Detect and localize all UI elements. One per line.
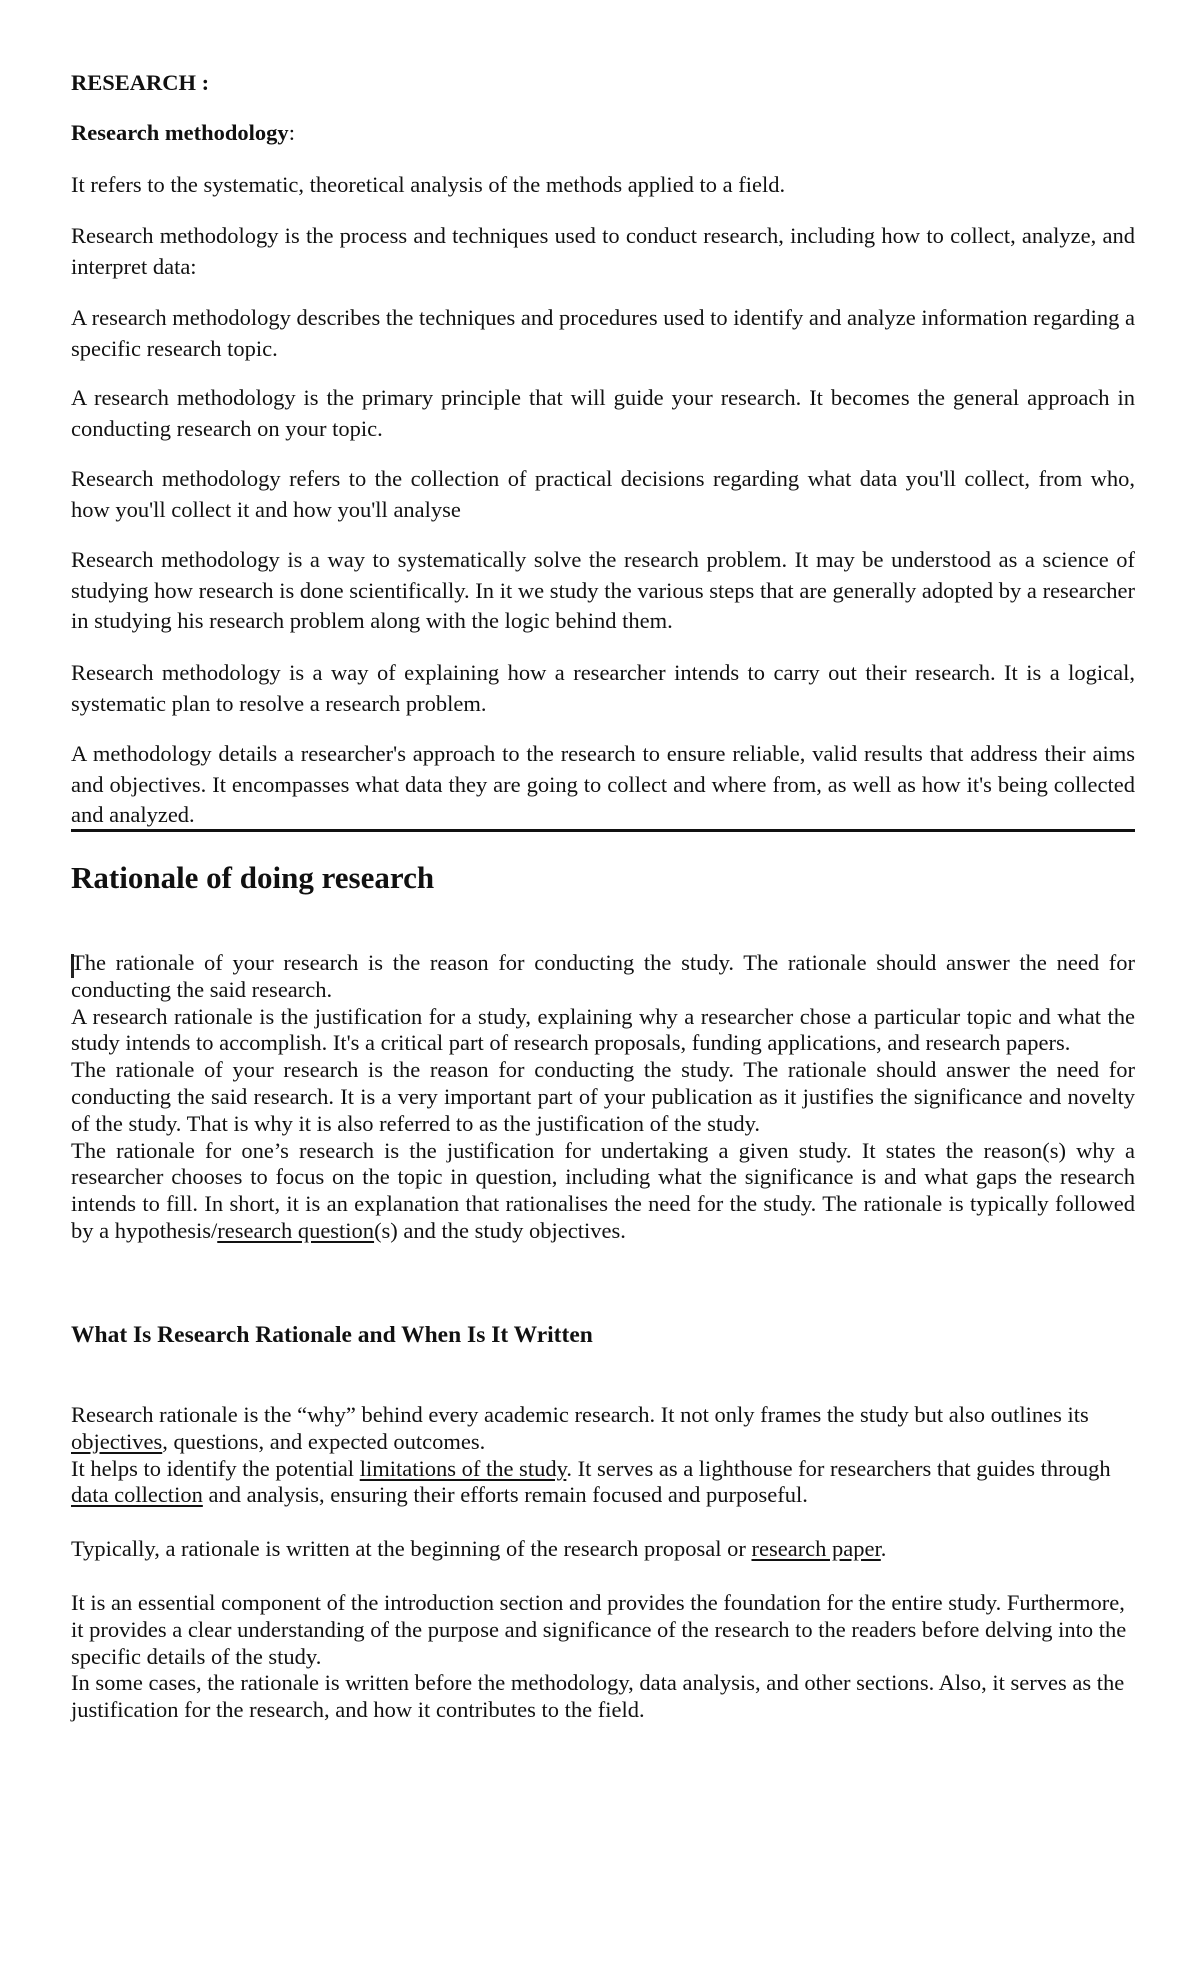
subtitle-text: Research methodology (71, 120, 289, 145)
subtitle-colon: : (288, 120, 295, 145)
paragraph (71, 1138, 1135, 1245)
link-data-collection[interactable]: data collection (71, 1482, 203, 1508)
subtitle-research-methodology (71, 120, 1135, 146)
text: Typically, a rationale is written at the beginning of the research proposal or (71, 1536, 752, 1562)
link-research-question[interactable]: research question (217, 1217, 375, 1243)
paragraph: Research methodology is a way of explaining how a researcher intends to carry out their research. It is a logical, systematic plan to resolve a research problem. (71, 660, 1135, 716)
paragraph (71, 1402, 1135, 1456)
horizontal-rule (71, 829, 1135, 832)
section-title: RESEARCH : (71, 70, 210, 95)
paragraph: A research methodology is the primary principle that will guide your research. It becomes the general approach in conducting research on your topic. (71, 385, 1135, 441)
text: (s) and the study objectives. (374, 1217, 626, 1243)
text: . (880, 1536, 887, 1562)
text: . It serves as a lighthouse for researchers that guides through (566, 1455, 1111, 1481)
heading-rationale: Rationale of doing research (71, 860, 435, 895)
paragraph: Research methodology refers to the collection of practical decisions regarding what data you'll collect, from who, how you'll collect it and how you'll analyse (71, 466, 1135, 522)
link-limitations-of-the-study[interactable]: limitations of the study (359, 1455, 567, 1481)
rationale-body (71, 950, 1135, 1245)
what-is-body (71, 1402, 1135, 1724)
paragraph (71, 1536, 1135, 1563)
paragraph: A methodology details a researcher's approach to the research to ensure reliable, valid results that address their aims and objectives. It encompasses what data they are going to collect and where from, as well as how it's being collected and analyzed. (71, 741, 1135, 827)
link-research-paper[interactable]: research paper (751, 1536, 881, 1562)
text: Research rationale is the “why” behind every academic research. It not only frames the study but also outlines its (71, 1402, 1089, 1427)
paragraph: The rationale of your research is the reason for conducting the study. The rationale should answer the need for conducting the said research. It is a very important part of your publication as it justifies the significance and novelty of the study. That is why it is also referred to as the justification of the study. (71, 1057, 1135, 1136)
text: and analysis, ensuring their efforts remain focused and purposeful. (202, 1482, 808, 1508)
heading-what-is-rationale: What Is Research Rationale and When Is It Written (71, 1322, 593, 1348)
paragraph: A research methodology describes the techniques and procedures used to identify and analyze information regarding a specific research topic. (71, 305, 1136, 361)
paragraph: A research rationale is the justification for a study, explaining why a researcher chose a particular topic and what the study intends to accomplish. It's a critical part of research proposals, funding applications, and research papers. (71, 1003, 1135, 1056)
paragraph: Research methodology is a way to systematically solve the research problem. It may be understood as a science of studying how research is done scientifically. In it we study the various steps that are generally adopted by a researcher in studying his research problem along with the logic behind them. (71, 547, 1135, 633)
paragraph: It is an essential component of the introduction section and provides the foundation for the entire study. Furthermore, it provides a clear understanding of the purpose and significance of the research to the readers before delving into the specific details of the study. (71, 1589, 1127, 1669)
paragraph: In some cases, the rationale is written before the methodology, data analysis, and other sections. Also, it serves as the justification for the research, and how it contributes to the field. (71, 1670, 1125, 1723)
paragraph: Research methodology is the process and techniques used to conduct research, including how to collect, analyze, and interpret data: (71, 223, 1135, 279)
text: , questions, and expected outcomes. (162, 1428, 486, 1454)
text: It helps to identify the potential (71, 1455, 360, 1481)
paragraph: It refers to the systematic, theoretical analysis of the methods applied to a field. (71, 172, 786, 197)
paragraph (71, 1456, 1135, 1510)
paragraph: The rationale of your research is the reason for conducting the study. The rationale should answer the need for conducting the said research. (71, 950, 1135, 1002)
link-objectives[interactable]: objectives (71, 1428, 163, 1454)
text: The rationale for one’s research is the justification for undertaking a given study. It states the reason(s) why a researcher chooses to focus on the topic in question, including what the significance is and what gaps the research intends to fill. In short, it is an explanation that rationalises the need for the study. The rationale is typically followed by a hypothesis/ (71, 1137, 1135, 1243)
